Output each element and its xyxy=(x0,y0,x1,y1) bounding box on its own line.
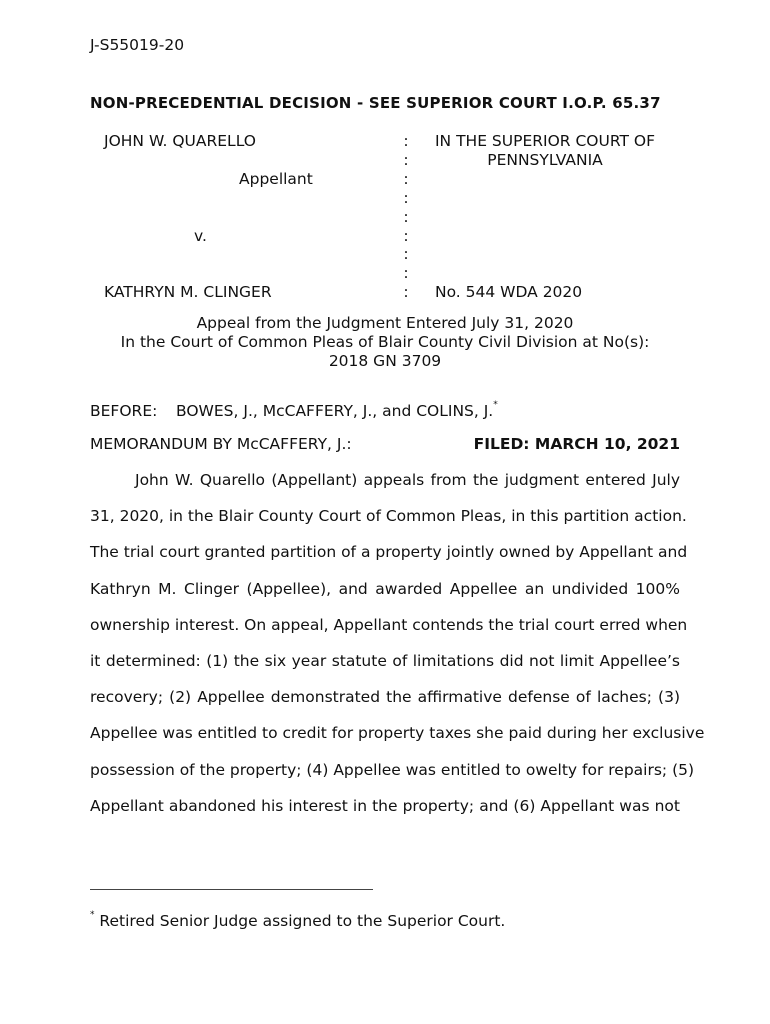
appeal-info xyxy=(90,314,680,371)
appeal-line-3: 2018 GN 3709 xyxy=(328,352,442,370)
body-line: Appellant abandoned his interest in the property; and (6) Appellant was not xyxy=(90,796,680,815)
appellee-name: KATHRYN M. CLINGER xyxy=(104,283,272,301)
body-line: Appellee was entitled to credit for property taxes she paid during her exclusive xyxy=(90,724,705,743)
body-line: recovery; (2) Appellee demonstrated the affirmative defense of laches; (3) xyxy=(90,688,680,707)
caption-colon: : xyxy=(403,283,409,301)
court-name xyxy=(410,132,680,170)
body-line: 31, 2020, in the Blair County Court of Common Pleas, in this partition action. xyxy=(90,507,687,526)
body-line: possession of the property; (4) Appellee was entitled to owelty for repairs; (5) xyxy=(90,760,695,779)
footnote-divider xyxy=(90,889,373,890)
appellant-name: JOHN W. QUARELLO xyxy=(104,132,256,150)
filed-date: FILED: MARCH 10, 2021 xyxy=(473,435,680,453)
caption-colon: : xyxy=(403,189,409,207)
before-label: BEFORE: xyxy=(90,402,158,420)
appeal-line-2: In the Court of Common Pleas of Blair County Civil Division at No(s): xyxy=(120,333,650,351)
appeal-line-1: Appeal from the Judgment Entered July 31, 2020 xyxy=(196,314,574,332)
panel-line xyxy=(90,402,498,420)
document-id: J-S55019-20 xyxy=(90,36,185,54)
caption-colon: : xyxy=(403,264,409,282)
footnote-mark: * xyxy=(90,910,95,920)
versus-label: v. xyxy=(194,227,207,245)
body-line: The trial court granted partition of a property jointly owned by Appellant and xyxy=(90,543,688,562)
caption-colon: : xyxy=(403,227,409,245)
appellant-role: Appellant xyxy=(239,170,313,188)
non-precedential-banner: NON-PRECEDENTIAL DECISION - SEE SUPERIOR COURT I.O.P. 65.37 xyxy=(90,94,661,112)
footnote-text: Retired Senior Judge assigned to the Superior Court. xyxy=(94,912,506,930)
caption-colon: : xyxy=(403,151,409,169)
panel-judges: BOWES, J., McCAFFERY, J., and COLINS, J. xyxy=(176,402,494,420)
body-line: Kathryn M. Clinger (Appellee), and awarded Appellee an undivided 100% xyxy=(90,579,680,598)
footnote-marker: * xyxy=(493,400,498,410)
body-line: John W. Quarello (Appellant) appeals from the judgment entered July xyxy=(135,471,680,489)
caption-colon: : xyxy=(403,170,409,188)
caption-colon: : xyxy=(403,245,409,263)
body-line: ownership interest. On appeal, Appellant contends the trial court erred when xyxy=(90,615,688,634)
body-line: it determined: (1) the six year statute of limitations did not limit Appellee’s xyxy=(90,651,680,670)
opinion-paragraph xyxy=(90,462,705,824)
court-line-1: IN THE SUPERIOR COURT OF xyxy=(434,132,656,150)
footnote xyxy=(90,912,505,930)
caption-colon: : xyxy=(403,132,409,150)
docket-number: No. 544 WDA 2020 xyxy=(435,283,583,301)
court-line-2: PENNSYLVANIA xyxy=(487,151,603,169)
caption-colon: : xyxy=(403,208,409,226)
memorandum-author: MEMORANDUM BY McCAFFERY, J.: xyxy=(90,435,352,453)
